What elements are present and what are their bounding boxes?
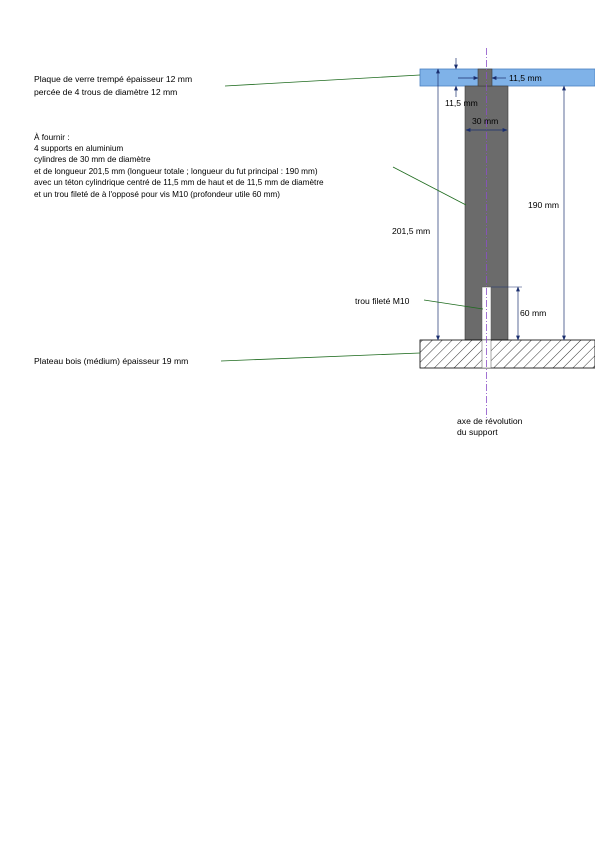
leader-lines [221,75,483,361]
supply-line: avec un téton cylindrique centré de 11,5 mm de haut et de 11,5 mm de diamètre [34,178,324,187]
leader-wood [221,353,420,361]
supply-line: cylindres de 30 mm de diamètre [34,155,151,164]
supply-line: et un trou fileté de à l'opposé pour vis M10 (profondeur utile 60 mm) [34,190,280,199]
diameter-label: 30 mm [472,116,499,126]
glass-plate-label-2: percée de 4 trous de diamètre 12 mm [34,87,178,97]
wood-plate [420,340,595,368]
aluminium-tenon [478,69,492,86]
main-length-label: 190 mm [528,200,560,210]
supply-line: et de longueur 201,5 mm (longueur totale ; longueur du fut principal : 190 mm) [34,167,318,176]
axis-label-2: du support [457,427,498,437]
tenon-height-label: 11,5 mm [445,98,478,108]
tenon-diameter-label: 11,5 mm [509,73,542,83]
axis-label-1: axe de révolution [457,416,523,426]
leader-glass [225,75,420,86]
thread-depth-label: 60 mm [520,308,547,318]
glass-plate-label-1: Plaque de verre trempé épaisseur 12 mm [34,74,193,84]
supply-heading: À fournir : [34,133,70,142]
wood-plate-label: Plateau bois (médium) épaisseur 19 mm [34,356,189,366]
total-length-label: 201,5 mm [392,226,431,236]
thread-label: trou fileté M10 [355,296,410,306]
leader-support [393,167,466,205]
supply-line: 4 supports en aluminium [34,144,124,153]
glass-plate [420,69,595,86]
